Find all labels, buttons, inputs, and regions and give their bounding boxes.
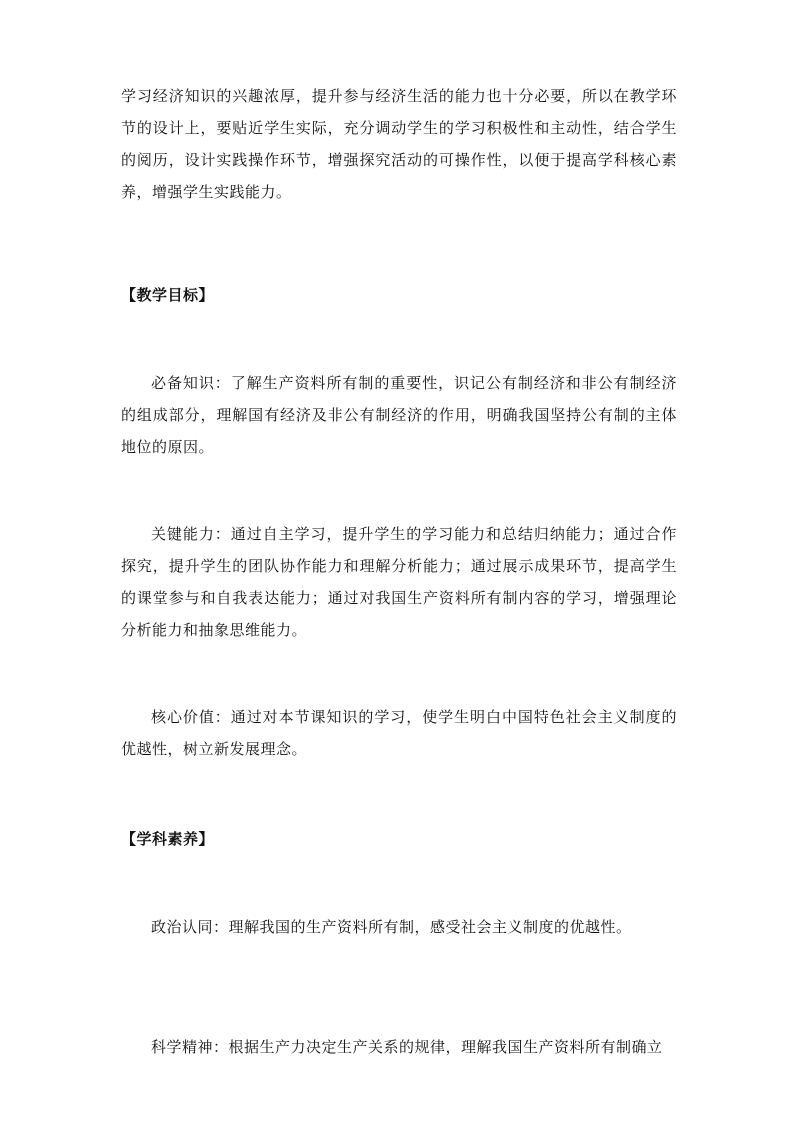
literacy-heading: 【学科素养】	[121, 830, 215, 848]
science-paragraph: 科学精神：根据生产力决定生产关系的规律，理解我国生产资料所有制确立	[151, 1038, 663, 1056]
ability-paragraph: 关键能力：通过自主学习，提升学生的学习能力和总结归纳能力；通过合作探究，提升学生的团队协作能力和理解分析能力；通过展示成果环节，提高学生的课堂参与和自我表达能力；通过对我国生产资料所有制内容的学习，增强理论分析能力和抽象思维能力。	[121, 525, 677, 639]
political-paragraph: 政治认同：理解我国的生产资料所有制，感受社会主义制度的优越性。	[151, 918, 632, 936]
value-paragraph: 核心价值：通过对本节课知识的学习，使学生明白中国特色社会主义制度的优越性，树立新发展理念。	[121, 708, 677, 758]
knowledge-paragraph: 必备知识：了解生产资料所有制的重要性，识记公有制经济和非公有制经济的组成部分，理解国有经济及非公有制经济的作用，明确我国坚持公有制的主体地位的原因。	[121, 374, 677, 456]
intro-paragraph: 学习经济知识的兴趣浓厚，提升参与经济生活的能力也十分必要，所以在教学环节的设计上，要贴近学生实际，充分调动学生的学习积极性和主动性，结合学生的阅历，设计实践操作环节，增强探究活动的可操作性，以便于提高学科核心素养，增强学生实践能力。	[121, 87, 677, 201]
objectives-heading: 【教学目标】	[121, 286, 215, 304]
